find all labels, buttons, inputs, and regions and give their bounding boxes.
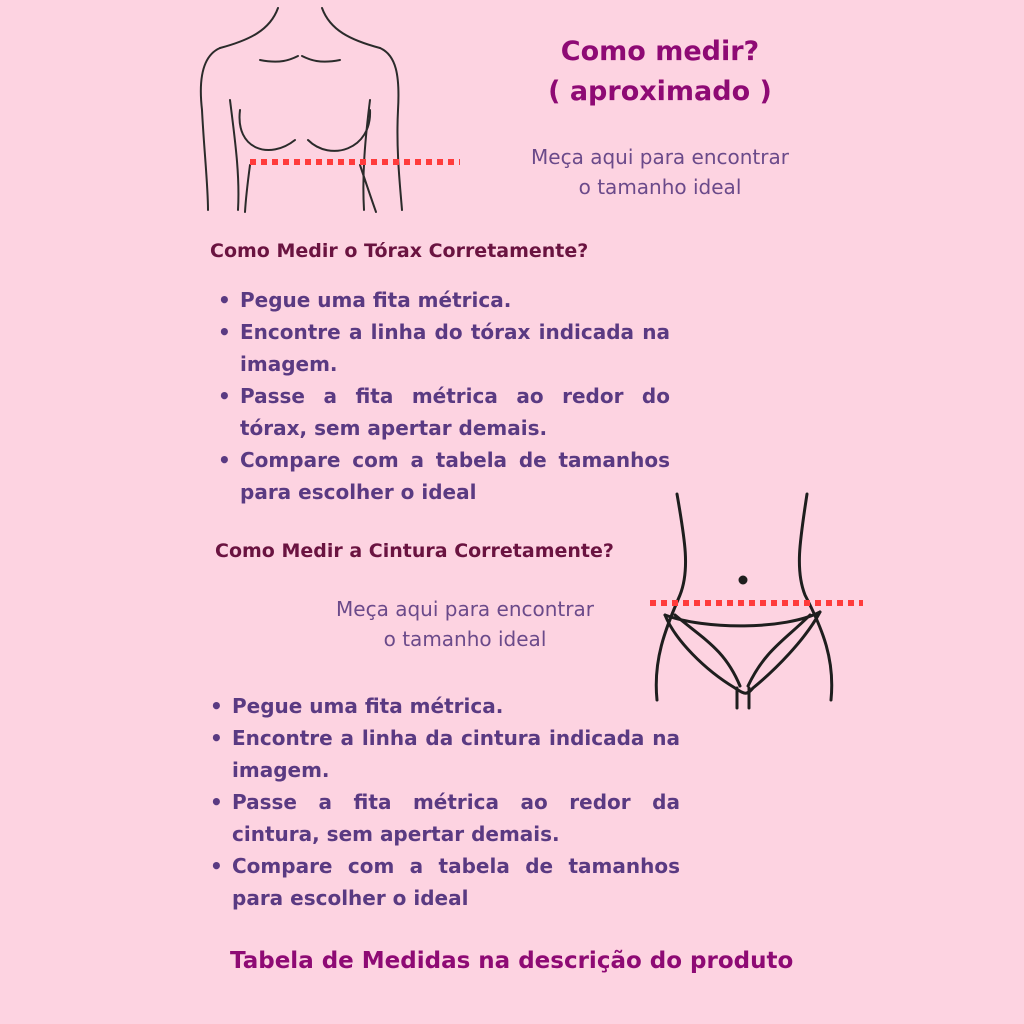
footer-note: Tabela de Medidas na descrição do produto bbox=[230, 948, 794, 974]
list-item: • Pegue uma fita métrica. bbox=[218, 284, 670, 316]
waist-steps-list bbox=[210, 690, 680, 914]
chest-hint bbox=[470, 142, 850, 202]
chest-illustration bbox=[190, 0, 490, 215]
list-item: • Encontre a linha da cintura indicada na imagem. bbox=[210, 722, 680, 786]
list-item: • Compare com a tabela de tamanhos para escolher o ideal bbox=[210, 850, 680, 914]
chest-hint-line-1: Meça aqui para encontrar bbox=[531, 145, 789, 169]
list-item: • Passe a fita métrica ao redor da cintura, sem apertar demais. bbox=[210, 786, 680, 850]
title-line-2: ( aproximado ) bbox=[548, 76, 772, 107]
waist-hint-line-2: o tamanho ideal bbox=[383, 627, 547, 651]
page-title bbox=[470, 32, 850, 112]
list-item: • Passe a fita métrica ao redor do tórax, sem apertar demais. bbox=[218, 380, 670, 444]
chest-heading: Como Medir o Tórax Corretamente? bbox=[210, 240, 589, 262]
title-line-1: Como medir? bbox=[560, 36, 760, 67]
waist-heading: Como Medir a Cintura Corretamente? bbox=[215, 540, 614, 562]
list-item: • Pegue uma fita métrica. bbox=[210, 690, 680, 722]
list-item: • Encontre a linha do tórax indicada na imagem. bbox=[218, 316, 670, 380]
waist-hint bbox=[300, 594, 630, 654]
waist-hint-line-1: Meça aqui para encontrar bbox=[336, 597, 594, 621]
chest-steps-list bbox=[218, 284, 670, 508]
list-item: • Compare com a tabela de tamanhos para escolher o ideal bbox=[218, 444, 670, 508]
chest-hint-line-2: o tamanho ideal bbox=[578, 175, 742, 199]
waist-illustration bbox=[645, 490, 865, 720]
